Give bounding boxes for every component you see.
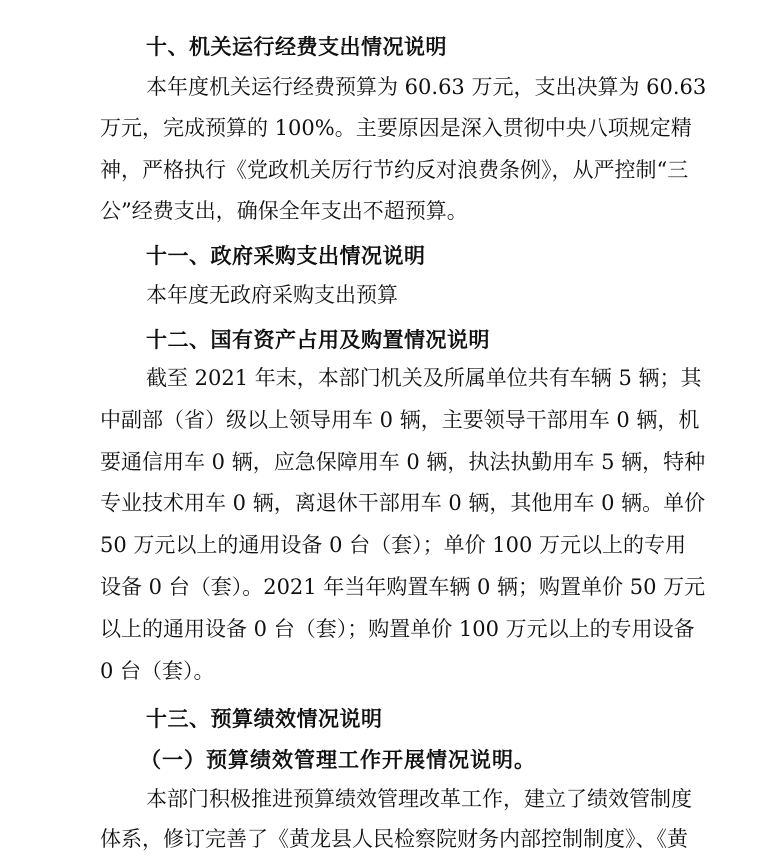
section-11-line-1: 本年度无政府采购支出预算 — [146, 283, 398, 307]
section-12-heading: 十二、国有资产占用及购置情况说明 — [146, 328, 490, 352]
section-13-subheading: （一）预算绩效管理工作开展情况说明。 — [140, 747, 536, 772]
section-12-line-8: 0 台（套）。 — [100, 659, 215, 683]
section-10-line-2: 万元，完成预算的 100%。主要原因是深入贯彻中央八项规定精 — [100, 116, 692, 140]
section-12-line-2: 中副部（省）级以上领导用车 0 辆，主要领导干部用车 0 辆，机 — [100, 408, 700, 432]
section-10-line-1: 本年度机关运行经费预算为 60.63 万元，支出决算为 60.63 — [146, 75, 707, 99]
section-12-line-5: 50 万元以上的通用设备 0 台（套）；单价 100 万元以上的专用 — [100, 533, 687, 557]
section-12-line-7: 以上的通用设备 0 台（套）；购置单价 100 万元以上的专用设备 — [100, 617, 695, 641]
section-10-line-4: 公”经费支出，确保全年支出不超预算。 — [100, 199, 468, 223]
section-11-heading: 十一、政府采购支出情况说明 — [146, 244, 426, 268]
section-12-line-6: 设备 0 台（套）。2021 年当年购置车辆 0 辆；购置单价 50 万元 — [100, 575, 706, 599]
section-13-line-2: 体系，修订完善了《黄龙县人民检察院财务内部控制制度》、《黄 — [100, 827, 688, 851]
section-13-line-1: 本部门积极推进预算绩效管理改革工作，建立了绩效管制度 — [146, 787, 692, 811]
section-12-line-1: 截至 2021 年末，本部门机关及所属单位共有车辆 5 辆；其 — [146, 366, 702, 390]
section-13-heading: 十三、预算绩效情况说明 — [146, 707, 383, 731]
section-10-heading: 十、机关运行经费支出情况说明 — [146, 35, 447, 59]
section-12-line-3: 要通信用车 0 辆，应急保障用车 0 辆，执法执勤用车 5 辆，特种 — [100, 450, 706, 474]
section-12-line-4: 专业技术用车 0 辆，离退休干部用车 0 辆，其他用车 0 辆。单价 — [100, 491, 706, 515]
section-10-line-3: 神，严格执行《党政机关厉行节约反对浪费条例》，从严控制“三 — [100, 158, 689, 182]
